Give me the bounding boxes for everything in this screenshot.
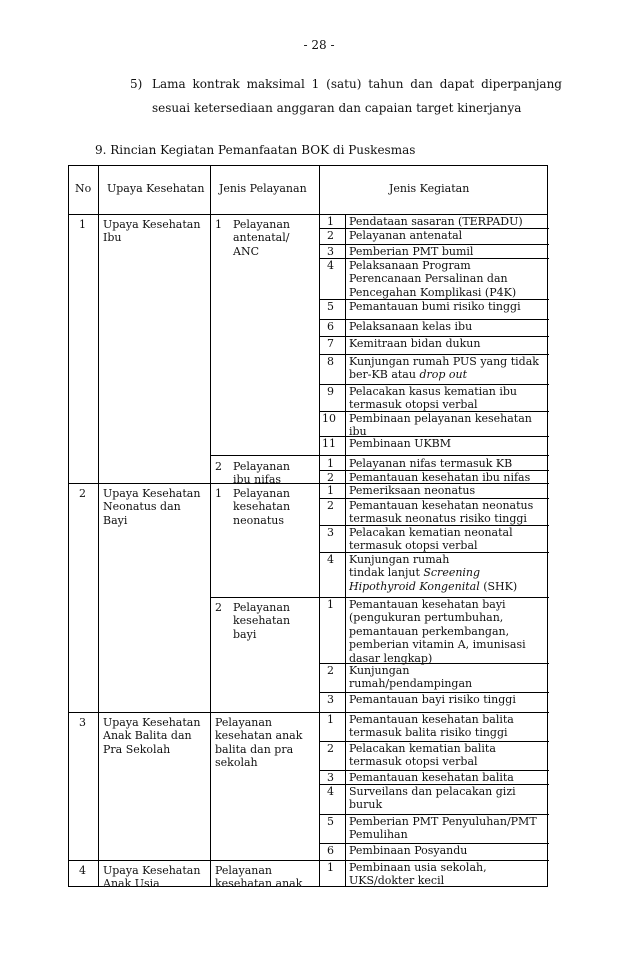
table-column-divider	[98, 166, 99, 886]
activity-label-mixed	[349, 368, 467, 381]
activity-label: pemantauan perkembangan,	[349, 624, 510, 638]
activity-label: Pemantauan kesehatan neonatus	[349, 499, 534, 512]
bok-activity-table	[68, 165, 548, 891]
activity-label: dasar lengkap)	[349, 651, 433, 665]
activity-number: 1	[327, 215, 334, 228]
service-label: Pelayanan	[215, 716, 272, 729]
upaya-kesehatan-label: Anak Balita dan	[103, 729, 192, 743]
point-5-number: 5)	[130, 77, 143, 91]
activity-number: 1	[327, 484, 334, 497]
activity-label: Pemantauan kesehatan balita	[349, 713, 514, 726]
activity-label: termasuk neonatus risiko tinggi	[349, 512, 527, 526]
header-upaya-kesehatan: Upaya Kesehatan	[107, 182, 205, 195]
activity-label-mixed	[349, 566, 480, 579]
activity-label: Pemeriksaan neonatus	[349, 484, 476, 497]
activity-label: Pemantauan kesehatan bayi	[349, 598, 506, 611]
upaya-kesehatan-label: Pra Sekolah	[103, 742, 171, 756]
activity-label: Pemantauan kesehatan ibu nifas	[349, 471, 531, 484]
activity-number: 6	[327, 844, 334, 857]
activity-number: 4	[327, 785, 334, 798]
service-label: Pelayanan	[233, 460, 290, 473]
activity-label: termasuk balita risiko tinggi	[349, 726, 508, 740]
service-label: Pelayanan	[233, 487, 290, 500]
header-no: No	[75, 182, 92, 195]
activity-label: Perencanaan Persalinan dan	[349, 272, 508, 286]
service-number: 2	[215, 460, 222, 473]
activity-number: 2	[327, 664, 334, 677]
activity-label: Kunjungan rumah	[349, 553, 450, 566]
upaya-kesehatan-label: Anak Usia	[103, 877, 160, 891]
activity-number: 10	[322, 412, 336, 425]
upaya-kesehatan-label: Upaya Kesehatan	[103, 218, 201, 231]
table-column-divider	[210, 166, 211, 886]
activity-number: 1	[327, 713, 334, 726]
activity-label: Pelaksanaan Program	[349, 259, 471, 272]
service-number: 1	[215, 487, 222, 500]
activity-number: 2	[327, 471, 334, 484]
activity-number: 6	[327, 320, 334, 333]
table-column-divider	[319, 166, 320, 886]
service-label: kesehatan anak	[215, 877, 303, 891]
activity-number: 1	[327, 861, 334, 874]
activity-label: Pelaksanaan kelas ibu	[349, 320, 473, 333]
activity-label: Pemantauan bayi risiko tinggi	[349, 693, 516, 706]
activity-label: (pengukuran pertumbuhan,	[349, 611, 504, 625]
activity-number: 3	[327, 526, 334, 539]
activity-number: 4	[327, 259, 334, 272]
activity-label: Pelayanan antenatal	[349, 229, 463, 242]
service-label: ibu nifas	[233, 473, 282, 487]
activity-label: pemberian vitamin A, imunisasi	[349, 638, 526, 652]
service-label: neonatus	[233, 513, 285, 527]
activity-label: buruk	[349, 798, 383, 812]
group-number: 2	[79, 487, 86, 500]
activity-label: Pemantauan bumi risiko tinggi	[349, 300, 521, 313]
activity-text: tindak lanjut	[349, 566, 424, 580]
activity-text-italic: Screening	[423, 566, 481, 580]
activity-number: 5	[327, 300, 334, 313]
activity-number: 11	[322, 437, 336, 450]
activity-label: Pendataan sasaran (TERPADU)	[349, 215, 523, 228]
activity-label: Pembinaan Posyandu	[349, 844, 468, 857]
activity-label: UKS/dokter kecil	[349, 874, 445, 888]
activity-label: Pembinaan usia sekolah,	[349, 861, 487, 874]
service-label: Pelayanan	[233, 218, 290, 231]
activity-text-italic: drop out	[419, 368, 468, 382]
activity-label-mixed	[349, 580, 517, 593]
activity-number: 3	[327, 771, 334, 784]
activity-label: Pemantauan kesehatan balita	[349, 771, 514, 784]
upaya-kesehatan-label: Bayi	[103, 513, 128, 527]
activity-label: Kunjungan rumah PUS yang tidak	[349, 355, 539, 368]
activity-label: Pemberian PMT bumil	[349, 245, 474, 258]
activity-number: 8	[327, 355, 334, 368]
table-header-row	[69, 166, 547, 215]
activity-label: Pelacakan kematian neonatal	[349, 526, 513, 539]
activity-label: Pemulihan	[349, 828, 408, 842]
page-number: - 28 -	[303, 38, 335, 52]
activity-number: 2	[327, 742, 334, 755]
activity-label: Kemitraan bidan dukun	[349, 337, 481, 350]
activity-number: 1	[327, 598, 334, 611]
activity-number: 5	[327, 815, 334, 828]
upaya-kesehatan-label: Upaya Kesehatan	[103, 864, 201, 877]
activity-number: 1	[327, 457, 334, 470]
service-label: kesehatan	[233, 500, 291, 514]
activity-label: ibu	[349, 425, 367, 439]
section-title: 9. Rincian Kegiatan Pemanfaatan BOK di Puskesmas	[95, 143, 416, 157]
header-jenis-kegiatan: Jenis Kegiatan	[389, 182, 470, 195]
activity-label: Pencegahan Komplikasi (P4K)	[349, 285, 517, 299]
upaya-kesehatan-label: Upaya Kesehatan	[103, 487, 201, 500]
service-label: Pelayanan	[233, 601, 290, 614]
activity-label: Pembinaan UKBM	[349, 437, 452, 450]
activity-label: Pelacakan kematian balita	[349, 742, 496, 755]
activity-label: rumah/pendampingan	[349, 677, 473, 691]
activity-number: 4	[327, 553, 334, 566]
activity-label: termasuk otopsi verbal	[349, 755, 478, 769]
service-label: bayi	[233, 627, 257, 641]
table-column-divider	[345, 214, 346, 886]
activity-number: 3	[327, 245, 334, 258]
header-jenis-pelayanan: Jenis Pelayanan	[219, 182, 307, 195]
activity-label: Pembinaan pelayanan kesehatan	[349, 412, 532, 425]
activity-text: ber-KB atau	[349, 368, 420, 382]
activity-number: 9	[327, 385, 334, 398]
point-5-line-1: Lama kontrak maksimal 1 (satu) tahun dan dapat diperpanjang	[152, 77, 562, 91]
service-label: kesehatan anak	[215, 729, 303, 743]
point-5-paragraph	[130, 72, 562, 120]
activity-label: Pelayanan nifas termasuk KB	[349, 457, 513, 470]
service-label: sekolah	[215, 756, 258, 770]
group-number: 3	[79, 716, 86, 729]
activity-label: Pemberian PMT Penyuluhan/PMT	[349, 815, 537, 828]
activity-label: Kunjungan	[349, 664, 410, 677]
service-number: 2	[215, 601, 222, 614]
group-number: 4	[79, 864, 86, 877]
service-label: antenatal/	[233, 231, 290, 245]
activity-number: 3	[327, 693, 334, 706]
service-label: Pelayanan	[215, 864, 272, 877]
activity-number: 7	[327, 337, 334, 350]
point-5-line-2: sesuai ketersediaan anggaran dan capaian target kinerjanya	[152, 101, 522, 115]
activity-label: termasuk otopsi verbal	[349, 398, 478, 412]
service-label: kesehatan	[233, 614, 291, 628]
activity-label: Surveilans dan pelacakan gizi	[349, 785, 516, 798]
service-separator	[210, 455, 549, 456]
activity-number: 2	[327, 229, 334, 242]
activity-text-italic: Hipothyroid Kongenital	[349, 579, 480, 593]
activity-text: (SHK)	[479, 579, 518, 593]
upaya-kesehatan-label: Neonatus dan	[103, 500, 181, 514]
activity-number: 2	[327, 499, 334, 512]
service-number: 1	[215, 218, 222, 231]
group-number: 1	[79, 218, 86, 231]
activity-label: Pelacakan kasus kematian ibu	[349, 385, 517, 398]
upaya-kesehatan-label: Upaya Kesehatan	[103, 716, 201, 729]
service-label: balita dan pra	[215, 742, 294, 756]
activity-label: termasuk otopsi verbal	[349, 539, 478, 553]
service-label: ANC	[233, 244, 259, 258]
upaya-kesehatan-label: Ibu	[103, 231, 122, 245]
